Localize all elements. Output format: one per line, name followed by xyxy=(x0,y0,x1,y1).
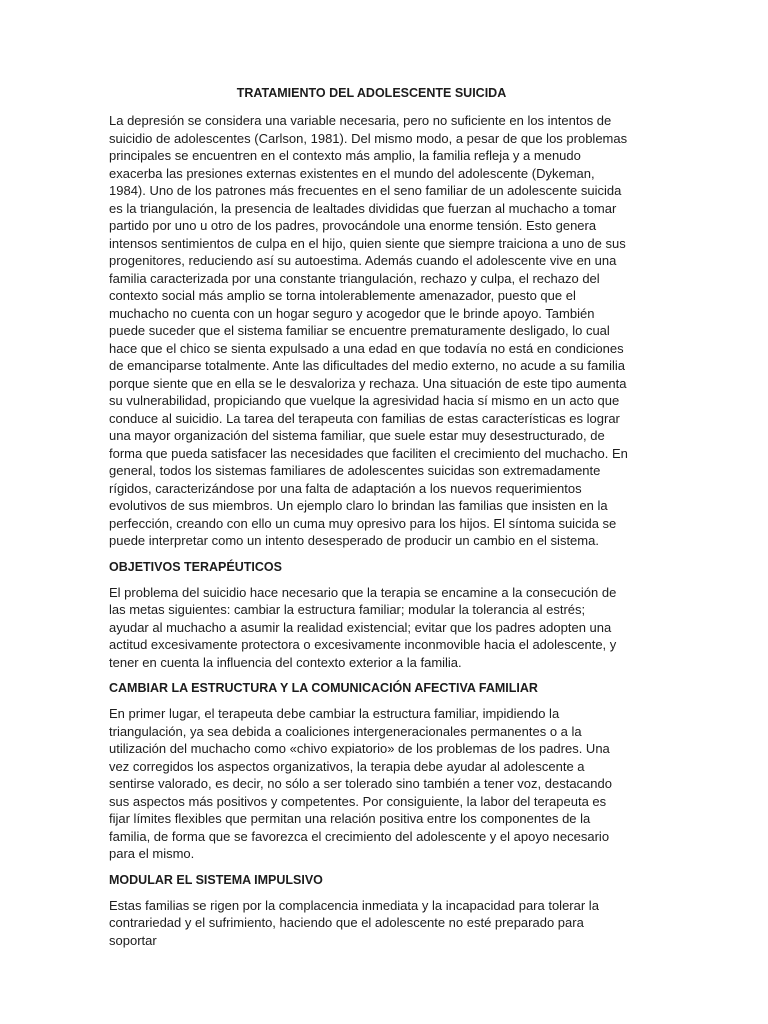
section-paragraph: Estas familias se rigen por la complacencia inmediata y la incapacidad para tolerar la contrariedad y el sufrimiento, haciendo que el adolescente no esté preparado para soportar xyxy=(109,897,599,948)
section-objetivos xyxy=(109,559,628,672)
section-heading: MODULAR EL SISTEMA IMPULSIVO xyxy=(109,872,323,887)
intro-paragraph: La depresión se considera una variable necesaria, pero no suficiente en los intentos de suicidio de adolescentes (Carlson, 1981). Del mismo modo, a pesar de que los problemas principales se encuentren en el contexto más amplio, la familia refleja y a menudo exacerba las presiones externas existentes en el mundo del adolescente (Dykeman, 1984). Uno de los patrones más frecuentes en el seno familiar de un adolescente suicida es la triangulación, la presencia de lealtades divididas que fuerzan al muchacho a tomar partido por uno u otro de los padres, provocándole una enorme tensión. Esto genera intensos sentimientos de culpa en el hijo, quien siente que siempre traiciona a uno de sus progenitores, reduciendo así su autoestima. Además cuando el adolescente vive en una familia caracterizada por una constante triangulación, rechazo y culpa, el rechazo del contexto social más amplio se torna intolerablemente amenazador, puesto que el muchacho no cuenta con un hogar seguro y acogedor que le brinde apoyo. También puede suceder que el sistema familiar se encuentre prematuramente desligado, lo cual hace que el chico se sienta expulsado a una edad en que todavía no está en condiciones de emanciparse totalmente. Ante las dificultades del medio externo, no acude a su familia porque siente que en ella se le desvaloriza y rechaza. Una situación de este tipo aumenta su vulnerabilidad, propiciando que vuelque la agresividad hacia sí mismo en un acto que conduce al suicidio. La tarea del terapeuta con familias de estas características es lograr una mayor organización del sistema familiar, que suele estar muy desestructurado, de forma que pueda satisfacer las necesidades que faciliten el crecimiento del muchacho. En general, todos los sistemas familiares de adolescentes suicidas son extremadamente rígidos, caracterizándose por una falta de adaptación a los nuevos requerimientos evolutivos de sus miembros. Un ejemplo claro lo brindan las familias que insisten en la perfección, creando con ello un cuma muy opresivo para los hijos. El síntoma suicida se puede interpretar como un intento desesperado de producir un cambio en el sistema. xyxy=(109,113,628,548)
section-paragraph: En primer lugar, el terapeuta debe cambiar la estructura familiar, impidiendo la triangulación, ya sea debida a coaliciones intergeneracionales permanentes o a la utilización del muchacho como «chivo expiatorio» de los problemas de los padres. Una vez corregidos los aspectos organizativos, la terapia debe ayudar al adolescente a sentirse valorado, es decir, no sólo a ser tolerado sino también a tener voz, destacando sus aspectos más positivos y competentes. Por consiguiente, la labor del terapeuta es fijar límites flexibles que permitan una relación positiva entre los componentes de la familia, de forma que se favorezca el crecimiento del adolescente y el apoyo necesario para el mismo. xyxy=(109,706,612,861)
section-paragraph: El problema del suicidio hace necesario que la terapia se encamine a la consecución de las metas siguientes: cambiar la estructura familiar; modular la tolerancia al estrés; ayudar al muchacho a asumir la realidad existencial; evitar que los padres adopten una actitud excesivamente protectora o excesivamente inconmovible hacia el adolescente, y tener en cuenta la influencia del contexto exterior a la familia. xyxy=(109,584,617,670)
section-modular-sistema xyxy=(109,872,628,950)
document-title: TRATAMIENTO DEL ADOLESCENTE SUICIDA xyxy=(236,86,507,100)
section-cambiar-estructura xyxy=(109,680,628,863)
section-heading: CAMBIAR LA ESTRUCTURA Y LA COMUNICACIÓN AFECTIVA FAMILIAR xyxy=(109,681,538,695)
section-heading: OBJETIVOS TERAPÉUTICOS xyxy=(109,559,282,574)
